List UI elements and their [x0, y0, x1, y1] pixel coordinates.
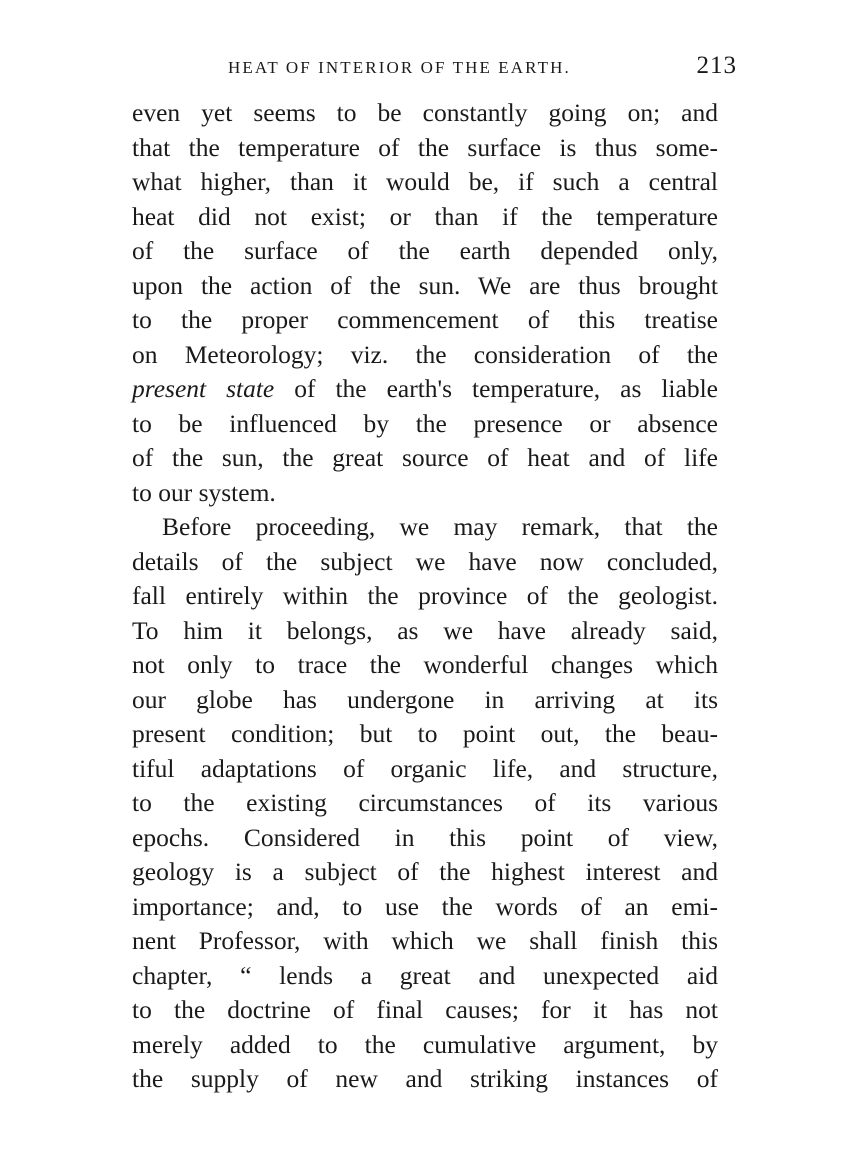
text-line: to be influenced by the presence or absence [132, 408, 718, 438]
text-line: to the existing circumstances of its various [132, 788, 718, 817]
text-line: what higher, than it would be, if such a central [132, 167, 718, 196]
text-line: nent Professor, with which we shall finish this [132, 926, 718, 955]
text-line: epochs. Considered in this point of view, [132, 822, 718, 852]
text-line: to the doctrine of final causes; for it has not [132, 995, 718, 1024]
text-line: not only to trace the wonderful changes which [132, 650, 718, 679]
text-line: to our system. [132, 477, 276, 507]
text-line: tiful adaptations of organic life, and structure, [132, 753, 718, 783]
text-line: Before proceeding, we may remark, that the [162, 512, 718, 541]
text-line: fall entirely within the province of the geologist. [132, 581, 718, 610]
italic-phrase: present state [132, 374, 275, 403]
paragraph-1 [132, 96, 718, 510]
text-line [132, 372, 718, 407]
text-line: geology is a subject of the highest interest and [132, 857, 718, 886]
text-line: of the sun, the great source of heat and of life [132, 443, 718, 472]
paragraph-2 [132, 510, 718, 1097]
page-body [132, 96, 718, 1097]
text-line: the supply of new and striking instances of [132, 1064, 718, 1093]
text-line: heat did not exist; or than if the temperature [132, 201, 718, 231]
text-line: details of the subject we have now concluded, [132, 546, 718, 576]
text-line: even yet seems to be constantly going on; and [132, 98, 718, 127]
running-title: HEAT OF INTERIOR OF THE EARTH. [228, 58, 571, 77]
text-line: on Meteorology; viz. the consideration of the [132, 339, 718, 369]
text-line: merely added to the cumulative argument, by [132, 1029, 718, 1059]
text-line: of the surface of the earth depended only, [132, 236, 718, 265]
text-line: To him it belongs, as we have already said, [132, 615, 718, 645]
text-line: present condition; but to point out, the beau- [132, 719, 718, 748]
text-line: upon the action of the sun. We are thus brought [132, 270, 718, 300]
page-number: 213 [696, 52, 737, 79]
text-line: chapter, “ lends a great and unexpected aid [132, 960, 718, 990]
text-line: importance; and, to use the words of an emi- [132, 891, 718, 921]
running-head [130, 54, 737, 84]
text-line: our globe has undergone in arriving at its [132, 684, 718, 714]
text-line: to the proper commencement of this treatise [132, 305, 718, 334]
text-line: that the temperature of the surface is thus some- [132, 132, 718, 162]
line-rest: of the earth's temperature, as liable [274, 374, 718, 403]
